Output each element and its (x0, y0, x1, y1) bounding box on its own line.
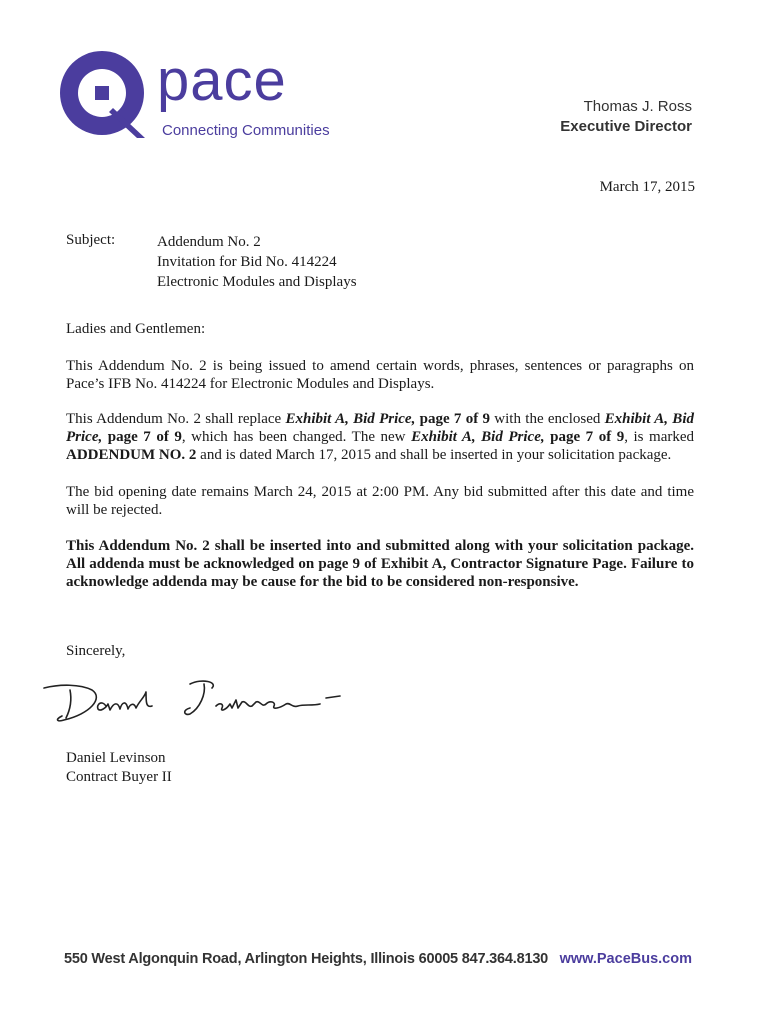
body-paragraph-2 (66, 410, 694, 464)
page-reference: page 7 of 9 (544, 429, 625, 445)
subject-line: Electronic Modules and Displays (157, 274, 357, 290)
text-run: and is dated March 17, 2015 and shall be inserted in your solicitation package. (196, 447, 672, 463)
closing: Sincerely, (66, 643, 126, 659)
page-reference: page 7 of 9 (102, 429, 182, 445)
salutation: Ladies and Gentlemen: (66, 321, 206, 337)
signer-name: Daniel Levinson (66, 750, 166, 766)
footer-address: 550 West Algonquin Road, Arlington Heights, Illinois 60005 847.364.8130 (64, 951, 549, 967)
text-run: , which has been changed. The new (181, 429, 412, 445)
subject-label: Subject: (66, 232, 116, 248)
exhibit-reference: Exhibit A, Bid Price, (411, 429, 545, 445)
page-reference: page 7 of 9 (415, 411, 491, 427)
body-paragraph-1: This Addendum No. 2 is being issued to amend certain words, phrases, sentences or paragraphs on Pace’s IFB No. 414224 for Electronic Modules and Displays. (66, 358, 694, 392)
text-run: with the enclosed (490, 411, 605, 427)
handwritten-signature (40, 676, 350, 731)
letter-date: March 17, 2015 (599, 179, 695, 195)
sender-name: Thomas J. Ross (583, 98, 692, 115)
logo-tagline: Connecting Communities (162, 122, 330, 139)
exhibit-reference: Exhibit A, Bid Price, (66, 411, 694, 445)
body-paragraph-3: The bid opening date remains March 24, 2015 at 2:00 PM. Any bid submitted after this date and time will be rejected. (66, 484, 694, 518)
pace-logo-icon (55, 46, 149, 145)
subject-line: Addendum No. 2 (157, 234, 261, 250)
logo-wordmark: pace (157, 48, 287, 113)
exhibit-reference: Exhibit A, Bid Price, (285, 411, 416, 427)
text-run: , is marked (624, 429, 695, 445)
body-paragraph-4-bold: This Addendum No. 2 shall be inserted into and submitted along with your solicitation package. All addenda must be acknowledged on page 9 of Exhibit A, Contractor Signature Page. Failure to acknowledge addenda may be cause for the bid to be considered non-responsive. (66, 538, 694, 590)
sender-title: Executive Director (560, 118, 692, 135)
signer-title: Contract Buyer II (66, 769, 172, 785)
subject-block (157, 232, 357, 292)
text-run: This Addendum No. 2 shall replace (66, 411, 286, 427)
footer-website-link[interactable]: www.PaceBus.com (559, 951, 692, 967)
subject-line: Invitation for Bid No. 414224 (157, 254, 337, 270)
addendum-marker: ADDENDUM NO. 2 (66, 447, 197, 463)
